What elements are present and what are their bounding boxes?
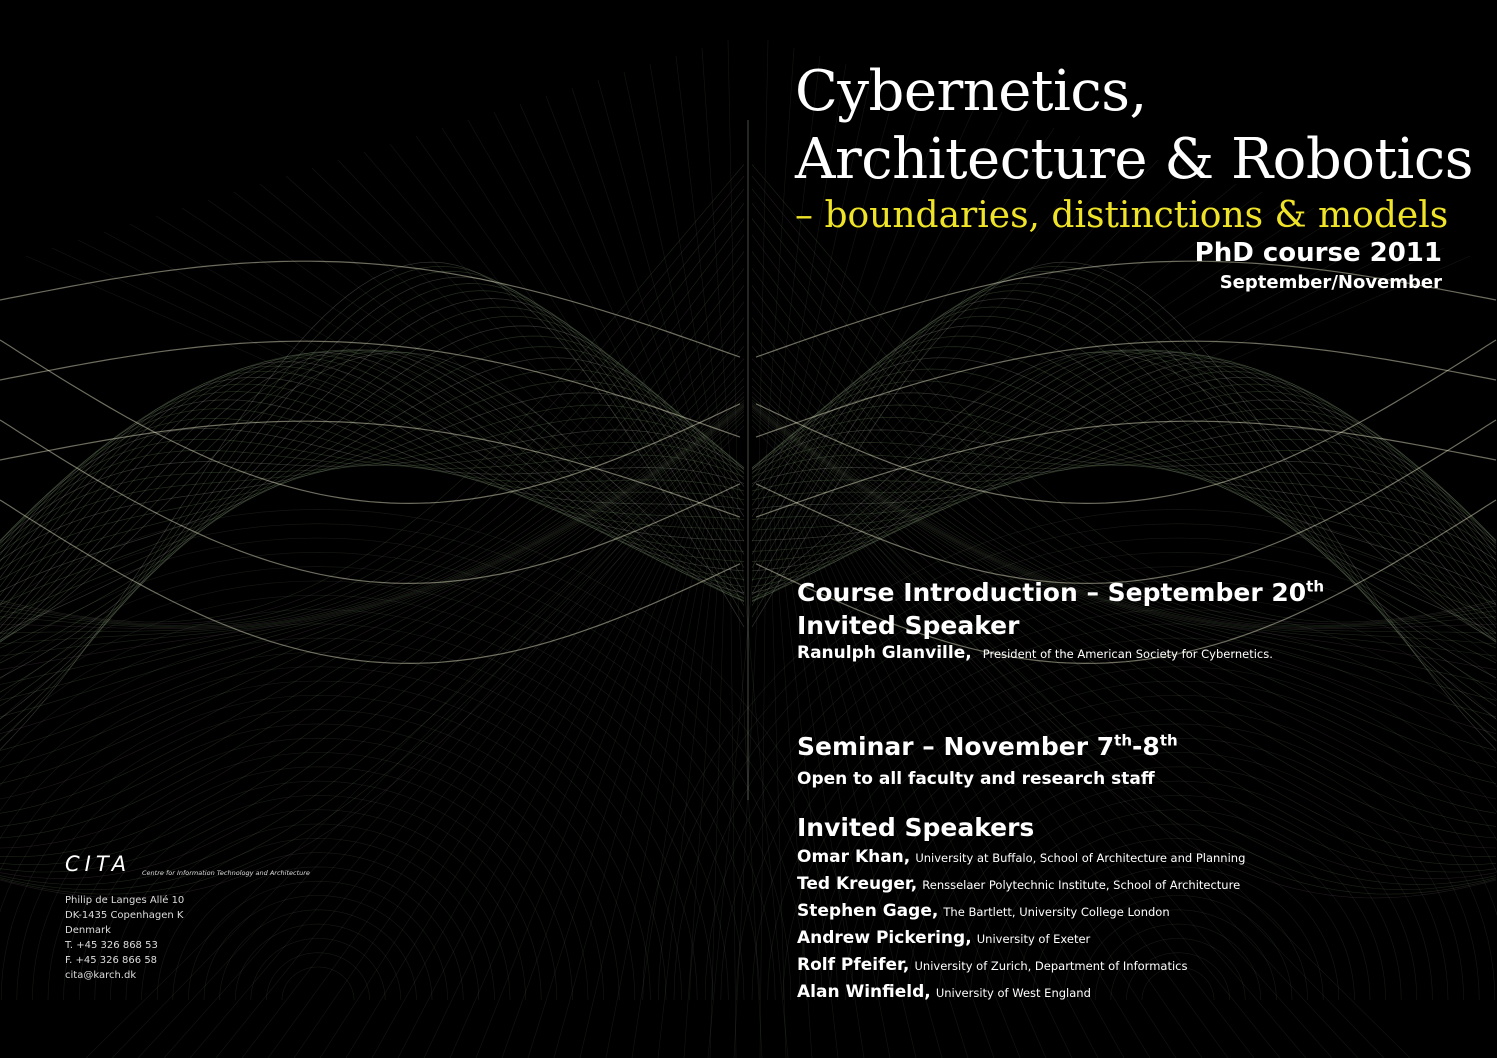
speaker-row [797, 979, 1245, 1006]
title-line-2: Architecture & Robotics [795, 127, 1473, 192]
course-label: PhD course 2011 [1194, 238, 1442, 268]
intro-speaker [797, 640, 1324, 667]
speaker-affiliation: The Bartlett, University College London [943, 905, 1170, 919]
speaker-affiliation: University at Buffalo, School of Architecture and Planning [915, 851, 1246, 865]
speaker-affiliation: President of the American Society for Cybernetics. [982, 647, 1273, 661]
address-line: cita@karch.dk [65, 970, 137, 981]
intro-speaker-heading: Invited Speaker [797, 611, 1020, 640]
speaker-affiliation: University of Zurich, Department of Informatics [914, 959, 1188, 973]
poster-subtitle: – boundaries, distinctions & models [795, 195, 1449, 236]
cita-tagline: Centre for Information Technology and Architecture [142, 869, 310, 877]
address-line: F. +45 326 866 58 [65, 955, 158, 966]
speaker-name: Rolf Pfeifer, [797, 955, 910, 975]
address-line: Philip de Langes Allé 10 [65, 895, 185, 906]
speaker-affiliation: University of Exeter [976, 932, 1091, 946]
speaker-row [797, 925, 1245, 952]
speaker-row [797, 952, 1245, 979]
speaker-name: Alan Winfield, [797, 982, 931, 1002]
seminar-heading: Seminar – November 7th-8th [797, 731, 1178, 761]
speakers-heading: Invited Speakers [797, 813, 1035, 842]
intro-section [797, 578, 1324, 667]
speaker-name: Andrew Pickering, [797, 928, 972, 948]
address-line: Denmark [65, 925, 111, 936]
title-line-1: Cybernetics, [795, 59, 1147, 124]
seminar-note: Open to all faculty and research staff [797, 769, 1155, 789]
speakers-section [797, 813, 1245, 1006]
speaker-name: Stephen Gage, [797, 901, 939, 921]
seminar-section [797, 732, 1178, 789]
speaker-name: Omar Khan, [797, 847, 911, 867]
speaker-name: Ted Kreuger, [797, 874, 918, 894]
poster-title [795, 58, 1473, 194]
address-line: DK-1435 Copenhagen K [65, 910, 184, 921]
cita-address [65, 893, 184, 983]
speaker-row [797, 844, 1245, 871]
speaker-row [797, 898, 1245, 925]
speaker-name: Ranulph Glanville, [797, 643, 972, 663]
address-line: T. +45 326 868 53 [65, 940, 158, 951]
course-months: September/November [1219, 272, 1442, 293]
speaker-affiliation: Rensselaer Polytechnic Institute, School of Architecture [922, 878, 1241, 892]
intro-heading: Course Introduction – September 20th [797, 577, 1325, 607]
cita-logo: CITA [65, 852, 132, 876]
speaker-row [797, 871, 1245, 898]
speaker-affiliation: University of West England [935, 986, 1091, 1000]
